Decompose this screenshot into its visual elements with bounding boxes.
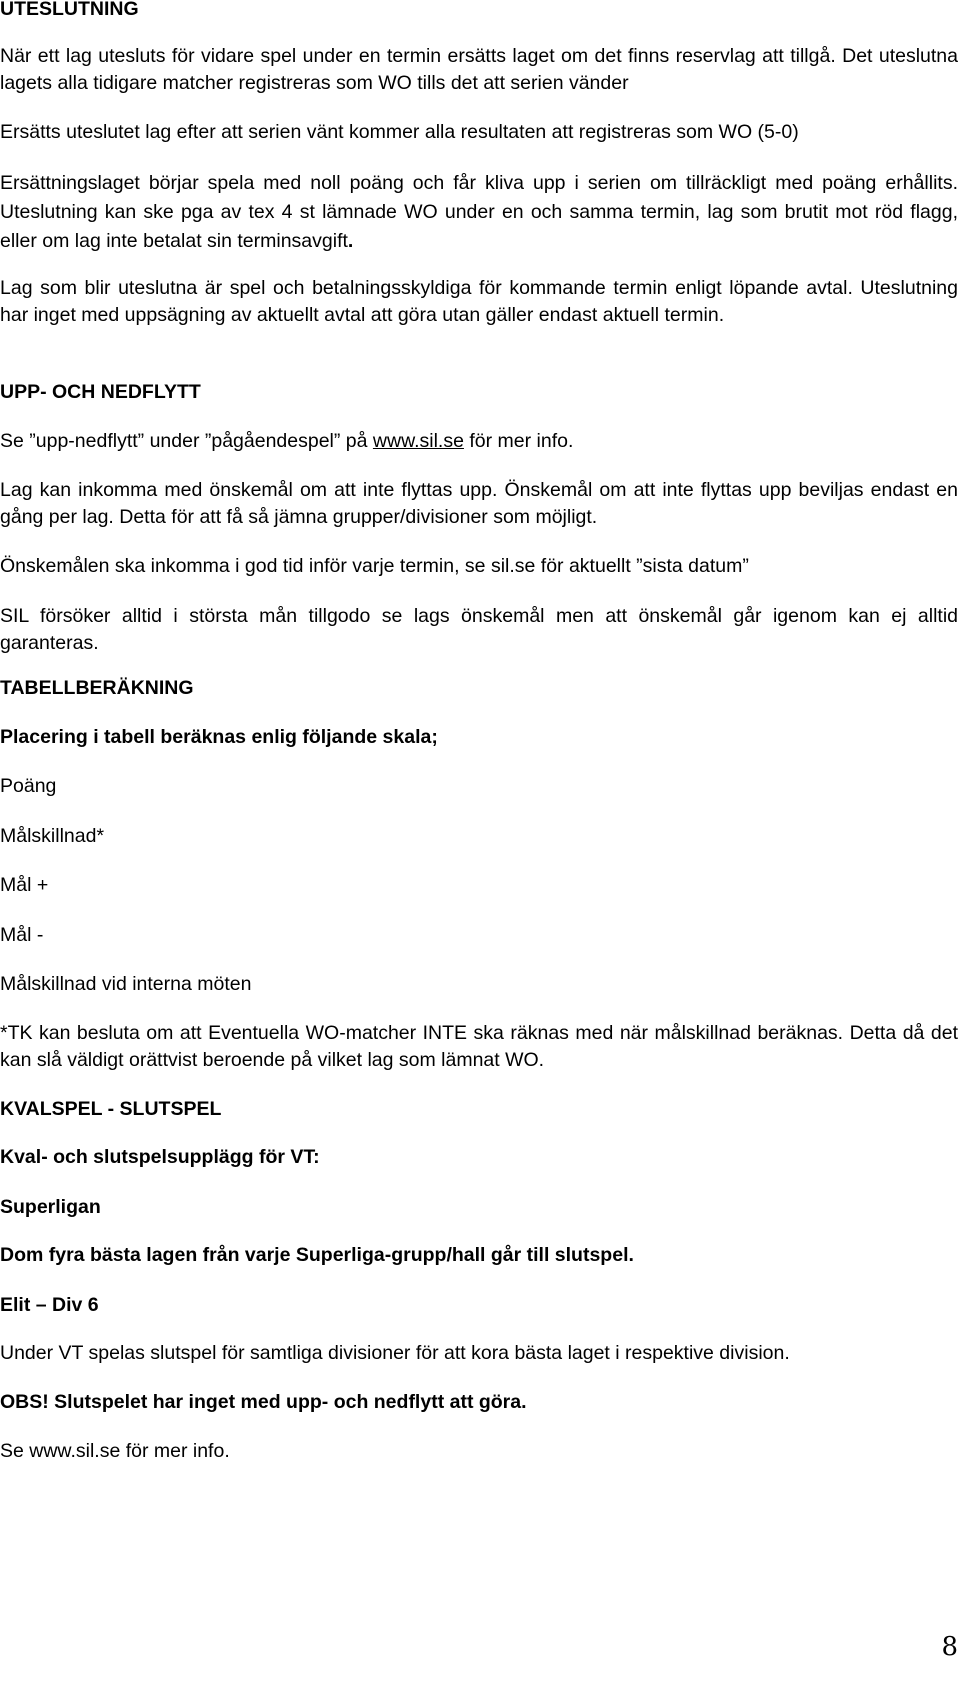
paragraph-onskemal-tid: Önskemålen ska inkomma i god tid inför varje termin, se sil.se för aktuellt ”sista datum” <box>0 555 749 577</box>
scale-item: Poäng <box>0 775 57 797</box>
paragraph-ersattningslaget <box>0 169 958 256</box>
paragraph-upp-nedflytt-a: Se ”upp-nedflytt” under ”pågåendespel” på <box>0 430 373 452</box>
more-info-text: Se www.sil.se för mer info. <box>0 1440 230 1462</box>
obs-note: OBS! Slutspelet har inget med upp- och nedflytt att göra. <box>0 1391 527 1413</box>
paragraph-upp-nedflytt-info <box>0 428 958 455</box>
paragraph-onskemal: Lag kan inkomma med önskemål om att inte flyttas upp. Önskemål om att inte flyttas upp beviljas endast en gång per lag. Detta för att få så jämna grupper/divisioner som möjligt. <box>0 479 958 528</box>
heading-uteslutning: UTESLUTNING <box>0 0 139 20</box>
paragraph-ersattningslaget-b: Uteslutning kan ske pga av tex 4 st lämnade WO under en och samma termin, lag som brutit mot röd flagg, eller om lag inte betalat sin terminsavgift <box>0 201 958 252</box>
paragraph-tk-wo: *TK kan besluta om att Eventuella WO-matcher INTE ska räknas med när målskillnad beräknas. Detta då det kan slå väldigt orättvist beroende på vilket lag som lämnat WO. <box>0 1022 958 1071</box>
heading-tabellberakning: TABELLBERÄKNING <box>0 677 194 699</box>
kval-subheading: Kval- och slutspelsupplägg för VT: <box>0 1146 320 1168</box>
superligan-text: Dom fyra bästa lagen från varje Superliga-grupp/hall går till slutspel. <box>0 1244 634 1266</box>
elit-text: Under VT spelas slutspel för samtliga divisioner för att kora bästa laget i respektive division. <box>0 1342 790 1364</box>
paragraph-betalningsskyldiga: Lag som blir uteslutna är spel och betalningsskyldiga för kommande termin enligt löpande avtal. Uteslutning har inget med uppsägning av aktuellt avtal att göra utan gäller endast aktuell termin. <box>0 277 958 326</box>
sil-link[interactable]: www.sil.se <box>372 430 464 452</box>
scale-item: Mål - <box>0 924 44 946</box>
paragraph-uteslutning-2: Ersätts uteslutet lag efter att serien vänt kommer alla resultaten att registreras som WO (5-0) <box>0 121 799 143</box>
heading-elit-div6: Elit – Div 6 <box>0 1294 99 1316</box>
scale-item: Målskillnad vid interna möten <box>0 973 252 995</box>
paragraph-ersattningslaget-c: . <box>347 230 354 252</box>
scale-item: Mål + <box>0 874 49 896</box>
paragraph-sil-forsoker: SIL försöker alltid i största mån tillgodo se lags önskemål men att önskemål går igenom kan ej alltid garanteras. <box>0 605 958 654</box>
heading-upp-och-nedflytt: UPP- OCH NEDFLYTT <box>0 381 201 403</box>
heading-kvalspel-slutspel: KVALSPEL - SLUTSPEL <box>0 1098 222 1120</box>
page-number: 8 <box>941 1632 958 1662</box>
paragraph-upp-nedflytt-b: för mer info. <box>463 430 574 452</box>
tabell-subheading: Placering i tabell beräknas enlig följande skala; <box>0 726 438 748</box>
paragraph-uteslutning-1: När ett lag utesluts för vidare spel under en termin ersätts laget om det finns reservlag att tillgå. Det uteslutna lagets alla tidigare matcher registreras som WO tills det att serien vänder <box>0 45 958 94</box>
scale-item: Målskillnad* <box>0 825 105 847</box>
heading-superligan: Superligan <box>0 1196 101 1218</box>
paragraph-ersattningslaget-a: Ersättningslaget börjar spela med noll poäng och får kliva upp i serien om tillräckligt med poäng erhållits. <box>0 172 958 194</box>
